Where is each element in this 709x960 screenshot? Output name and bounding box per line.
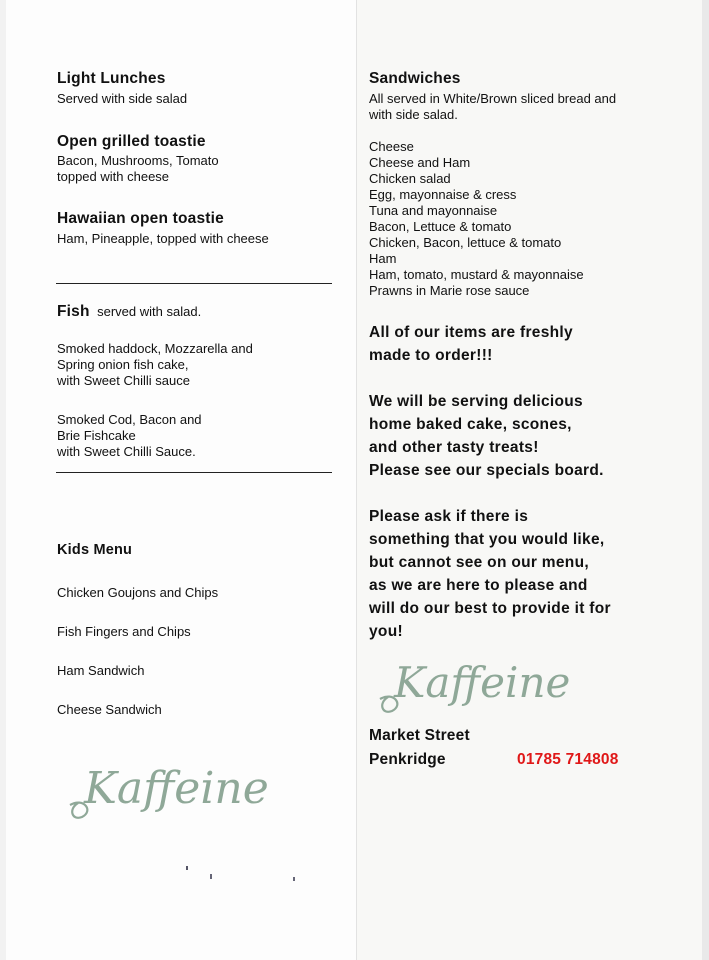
- kids-menu-title: Kids Menu: [57, 542, 133, 558]
- ask-line5: will do our best to provide it for: [369, 600, 611, 617]
- ask-line3: but cannot see on our menu,: [369, 554, 589, 571]
- serving-line4: Please see our specials board.: [369, 462, 604, 479]
- fresh-line2: made to order!!!: [369, 347, 493, 364]
- address-line1: Market Street: [369, 727, 470, 744]
- paper-edge: [702, 0, 709, 960]
- fresh-line1: All of our items are freshly: [369, 324, 573, 341]
- fish-item1-line2: Spring onion fish cake,: [57, 357, 189, 372]
- divider-2: [56, 472, 332, 473]
- hawaiian-title: Hawaiian open toastie: [57, 210, 224, 227]
- ask-line2: something that you would like,: [369, 531, 605, 548]
- serving-line2: home baked cake, scones,: [369, 416, 572, 433]
- sandwich-item: Chicken, Bacon, lettuce & tomato: [369, 235, 562, 250]
- fish-item2-line2: Brie Fishcake: [57, 428, 136, 443]
- sandwich-item: Bacon, Lettuce & tomato: [369, 219, 512, 234]
- speck: [293, 877, 295, 881]
- kaffeine-logo-right: [376, 645, 576, 720]
- fish-heading: [57, 303, 201, 321]
- sandwiches-title: Sandwiches: [369, 70, 461, 87]
- kids-item: Cheese Sandwich: [57, 702, 162, 717]
- sandwich-item: Ham: [369, 251, 397, 266]
- kids-item: Chicken Goujons and Chips: [57, 585, 219, 600]
- open-toastie-line1: Bacon, Mushrooms, Tomato: [57, 153, 219, 168]
- ask-line6: you!: [369, 623, 403, 640]
- speck: [186, 866, 188, 870]
- hawaiian-line1: Ham, Pineapple, topped with cheese: [57, 231, 269, 246]
- sandwiches-intro-line2: with side salad.: [369, 107, 458, 122]
- kaffeine-logo-left: [64, 745, 274, 825]
- sandwich-item: Egg, mayonnaise & cress: [369, 187, 517, 202]
- fish-item1-line3: with Sweet Chilli sauce: [57, 373, 190, 388]
- fish-item2-line1: Smoked Cod, Bacon and: [57, 412, 202, 427]
- sandwich-item: Prawns in Marie rose sauce: [369, 283, 530, 298]
- sandwich-item: Chicken salad: [369, 171, 451, 186]
- logo-text: Kaffeine: [84, 763, 269, 814]
- logo-text: Kaffeine: [394, 658, 571, 707]
- address-line2: Penkridge: [369, 751, 446, 768]
- kids-item: Ham Sandwich: [57, 663, 145, 678]
- phone-number: 01785 714808: [517, 751, 619, 768]
- serving-line1: We will be serving delicious: [369, 393, 583, 410]
- sandwich-item: Cheese: [369, 139, 414, 154]
- sandwich-item: Cheese and Ham: [369, 155, 471, 170]
- kids-item: Fish Fingers and Chips: [57, 624, 191, 639]
- fish-item2-line3: with Sweet Chilli Sauce.: [57, 444, 196, 459]
- speck: [210, 874, 212, 879]
- open-toastie-title: Open grilled toastie: [57, 133, 206, 150]
- fish-item1-line1: Smoked haddock, Mozzarella and: [57, 341, 253, 356]
- light-lunches-title: Light Lunches: [57, 70, 166, 87]
- ask-line1: Please ask if there is: [369, 508, 529, 525]
- sandwiches-intro-line1: All served in White/Brown sliced bread and: [369, 91, 617, 106]
- divider-1: [56, 283, 332, 284]
- light-lunches-subtitle: Served with side salad: [57, 91, 188, 106]
- serving-line3: and other tasty treats!: [369, 439, 539, 456]
- sandwich-item: Ham, tomato, mustard & mayonnaise: [369, 267, 584, 282]
- fish-title: Fish: [57, 303, 90, 320]
- sandwich-item: Tuna and mayonnaise: [369, 203, 498, 218]
- open-toastie-line2: topped with cheese: [57, 169, 170, 184]
- ask-line4: as we are here to please and: [369, 577, 588, 594]
- fish-note: served with salad.: [97, 304, 202, 319]
